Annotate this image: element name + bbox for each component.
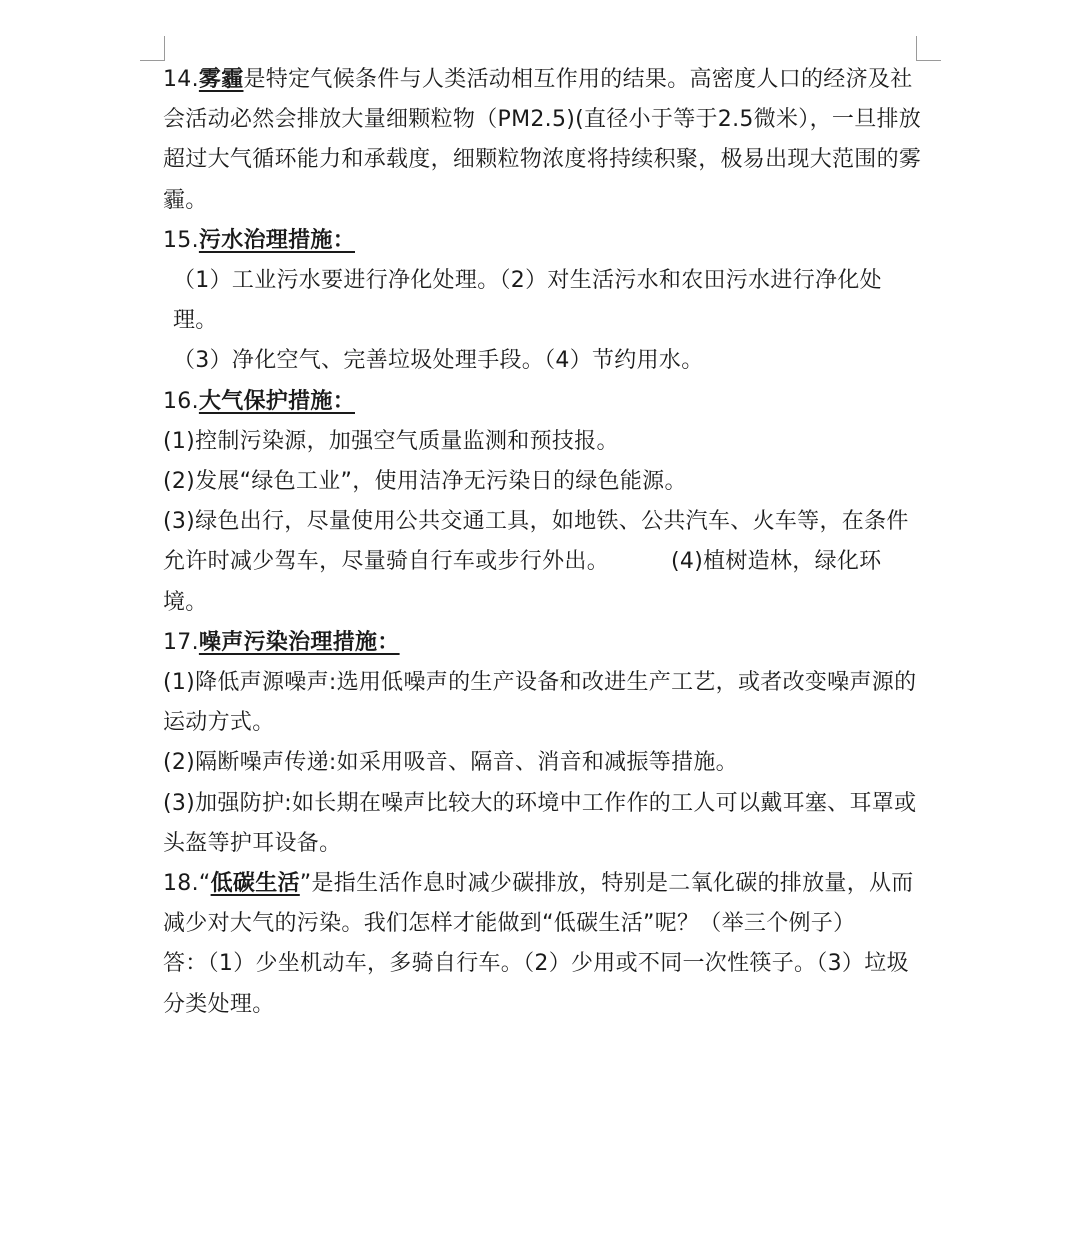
item-18-number: 18.“ <box>163 871 211 897</box>
item-14-paragraph <box>163 60 923 221</box>
item-17-title: 噪声污染治理措施： <box>198 629 400 655</box>
item-18-term: 低碳生活 <box>210 871 300 897</box>
item-16-point-4: (4)植树造林，绿化环境。 <box>163 549 882 615</box>
item-16-title: 大气保护措施： <box>198 388 355 414</box>
item-18-text: ”是指生活作息时减少碳排放，特别是二氧化碳的排放量，从而减少对大气的污染。我们怎样才能做到“低碳生活”呢？（举三个例子） <box>163 871 914 937</box>
page-corner-mark-top-left <box>140 36 165 61</box>
item-18-paragraph <box>163 864 923 944</box>
item-14-text: 是特定气候条件与人类活动相互作用的结果。高密度人口的经济及社会活动必然会排放大量细颗粒物（PM2.5)(直径小于等于2.5微米），一旦排放超过大气循环能力和承载度，细颗粒物浓度将持续积聚，极易出现大范围的雾霾。 <box>163 67 922 213</box>
item-15-heading <box>163 221 923 261</box>
item-16-point-3-and-4 <box>163 502 923 623</box>
item-14-number: 14. <box>163 67 199 92</box>
item-17-number: 17. <box>163 629 199 655</box>
item-17-heading <box>163 623 923 663</box>
page-corner-mark-top-right <box>916 36 941 61</box>
item-17-point-1: (1)降低声源噪声:选用低噪声的生产设备和改进生产工艺，或者改变噪声源的运动方式。 <box>163 670 917 736</box>
item-17-point-3: (3)加强防护:如长期在噪声比较大的环境中工作作的工人可以戴耳塞、耳罩或头盔等护耳设备。 <box>163 790 917 856</box>
item-15-title: 污水治理措施： <box>198 227 355 253</box>
item-15-number: 15. <box>163 227 199 253</box>
item-15-line-1: （1）工业污水要进行净化处理。（2）对生活污水和农田污水进行净化处理。 <box>173 268 882 334</box>
item-16-point-3: (3)绿色出行，尽量使用公共交通工具，如地铁、公共汽车、火车等，在条件允许时减少驾车，尽量骑自行车或步行外出。 <box>163 509 909 575</box>
item-15-line-2: （3）净化空气、完善垃圾处理手段。（4）节约用水。 <box>173 348 704 374</box>
item-16-point-2: (2)发展“绿色工业”，使用洁净无污染日的绿色能源。 <box>163 469 687 495</box>
item-18-answer: 答：（1）少坐机动车，多骑自行车。（2）少用或不同一次性筷子。（3）垃圾分类处理。 <box>163 951 909 1017</box>
item-14-term: 雾霾 <box>198 67 244 92</box>
item-17-point-2: (2)隔断噪声传递:如采用吸音、隔音、消音和减振等措施。 <box>163 750 738 776</box>
document-body <box>163 60 923 1025</box>
item-16-number: 16. <box>163 388 199 414</box>
item-16-heading <box>163 382 923 422</box>
item-16-point-1: (1)控制污染源，加强空气质量监测和预技报。 <box>163 428 619 454</box>
